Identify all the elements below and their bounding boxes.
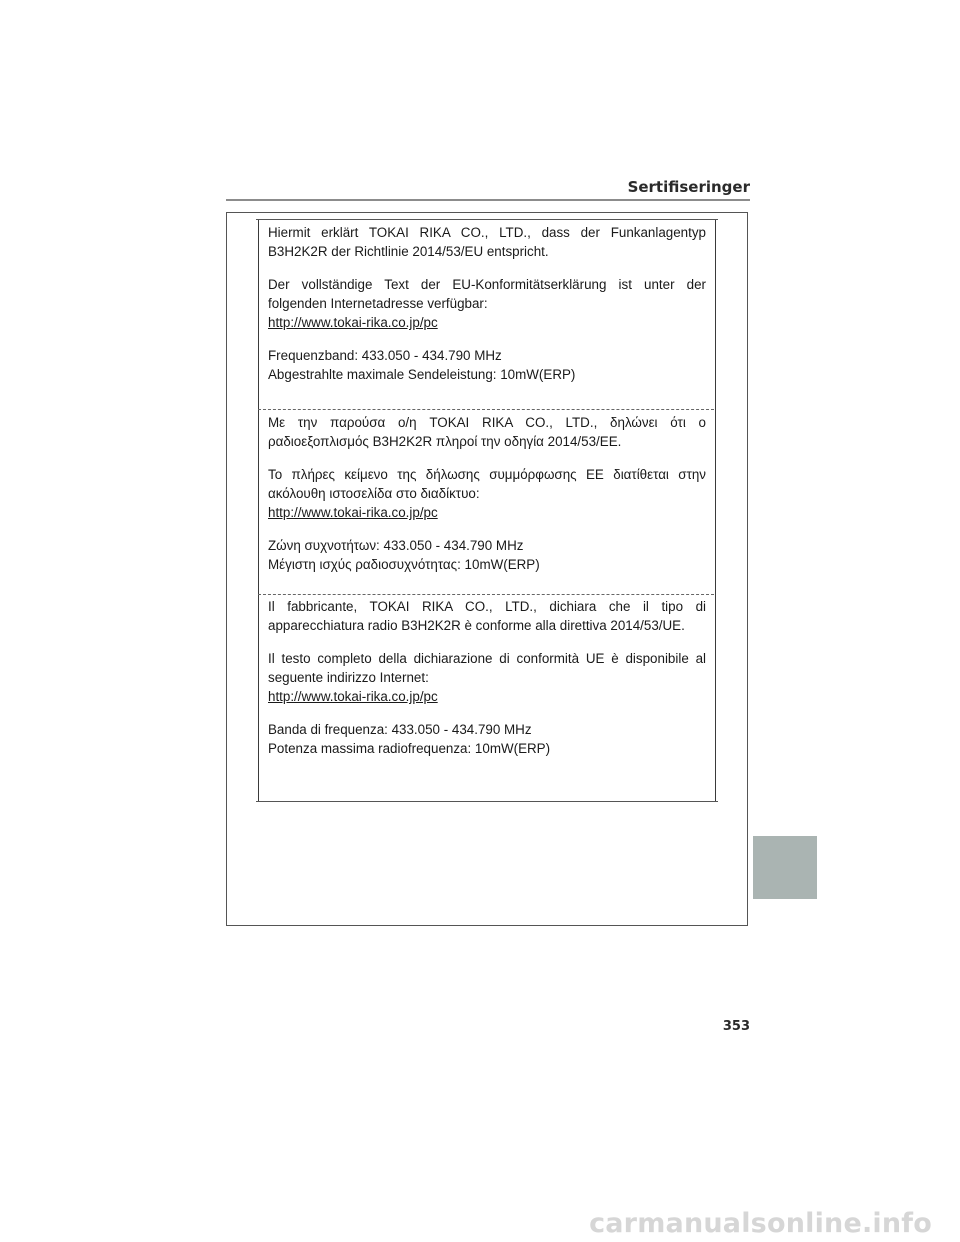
declaration-url-link[interactable]: http://www.tokai-rika.co.jp/pc	[268, 505, 438, 520]
scan-bottom-edge	[256, 801, 718, 802]
declaration-statement: Με την παρούσα ο/η TOKAI RIKA CO., LTD., δηλώνει ότι ο ραδιοεξοπλισμός B3H2K2R πληροί την οδηγία 2014/53/ΕΕ.	[268, 415, 706, 449]
watermark-logo: carmanualsonline.info	[589, 1208, 932, 1239]
section-divider	[258, 409, 714, 410]
chapter-tab	[753, 836, 817, 899]
technical-data	[268, 346, 706, 384]
full-text-availability	[268, 275, 706, 332]
title-rule	[226, 199, 750, 201]
declaration-greek	[268, 413, 706, 574]
section-divider	[258, 594, 714, 595]
availability-text: Il testo completo della dichiarazione di conformità UE è disponibile al seguente indirizzo Internet:	[268, 651, 706, 685]
max-power: Abgestrahlte maximale Sendeleistung: 10mW(ERP)	[268, 367, 576, 382]
max-power: Potenza massima radiofrequenza: 10mW(ERP)	[268, 741, 551, 756]
max-power: Μέγιστη ισχύς ραδιοσυχνότητας: 10mW(ERP)	[268, 557, 540, 572]
technical-data	[268, 536, 706, 574]
declaration-statement: Hiermit erklärt TOKAI RIKA CO., LTD., dass der Funkanlagentyp B3H2K2R der Richtlinie 2014/53/EU entspricht.	[268, 225, 706, 259]
section-title: Sertifiseringer	[627, 178, 750, 196]
declaration-url-link[interactable]: http://www.tokai-rika.co.jp/pc	[268, 689, 438, 704]
declaration-german	[268, 223, 706, 384]
technical-data	[268, 720, 706, 758]
full-text-availability	[268, 649, 706, 706]
declaration-italian	[268, 597, 706, 758]
declaration-url-link[interactable]: http://www.tokai-rika.co.jp/pc	[268, 315, 438, 330]
full-text-availability	[268, 465, 706, 522]
declaration-statement: Il fabbricante, TOKAI RIKA CO., LTD., dichiara che il tipo di apparecchiatura radio B3H2K2R è conforme alla direttiva 2014/53/UE.	[268, 599, 706, 633]
scan-top-edge	[256, 219, 718, 220]
frequency-band: Frequenzband: 433.050 - 434.790 MHz	[268, 348, 502, 363]
availability-text: Der vollständige Text der EU-Konformitätserklärung ist unter der folgenden Internetadresse verfügbar:	[268, 277, 706, 311]
availability-text: Το πλήρες κείμενο της δήλωσης συμμόρφωσης ΕΕ διατίθεται στην ακόλουθη ιστοσελίδα στο διαδίκτυο:	[268, 467, 706, 501]
frequency-band: Ζώνη συχνοτήτων: 433.050 - 434.790 MHz	[268, 538, 524, 553]
frequency-band: Banda di frequenza: 433.050 - 434.790 MHz	[268, 722, 532, 737]
page-number: 353	[722, 1019, 750, 1034]
